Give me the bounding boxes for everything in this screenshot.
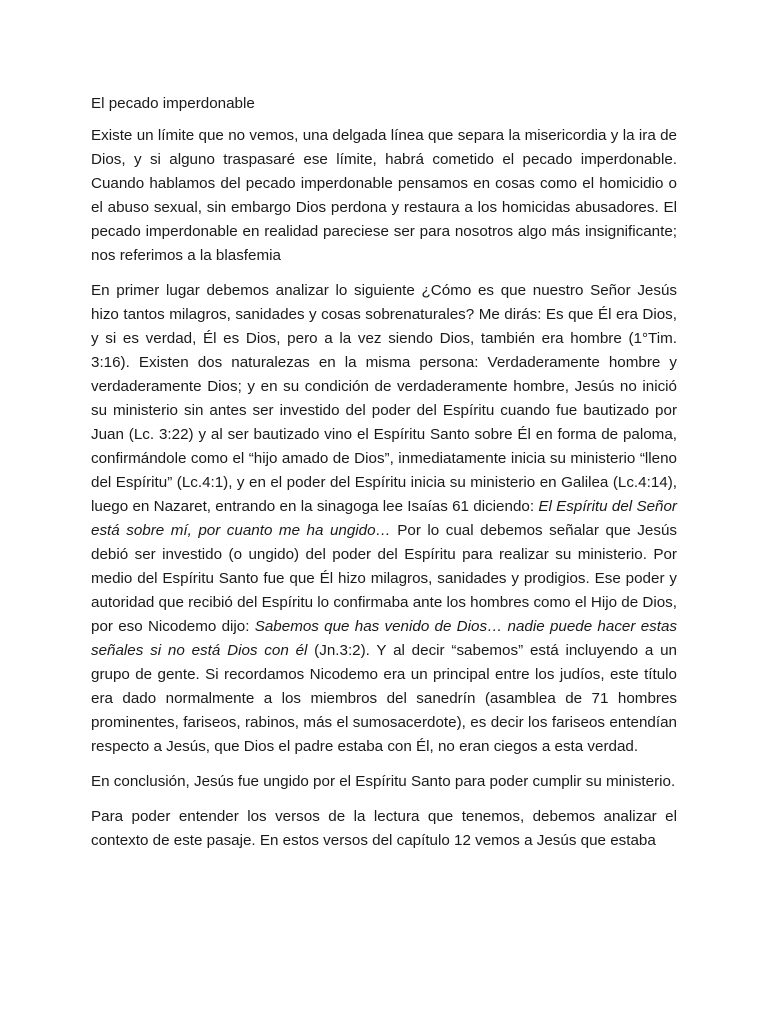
text-run: En conclusión, Jesús fue ungido por el Espíritu Santo para poder cumplir su ministerio. (91, 773, 676, 790)
text-run: En primer lugar debemos analizar lo siguiente ¿Cómo es que nuestro Señor Jesús hizo tantos milagros, sanidades y cosas sobrenaturales? Me dirás: Es que Él era Dios, y si es verdad, Él es Dios, pero a la vez siendo Dios, también era hombre (1°Tim. 3:16). Existen dos naturalezas en la misma persona: Verdaderamente hombre y verdaderamente Dios; y en su condición de verdaderamente hombre, Jesús no inició su ministerio sin antes ser investido del poder del Espíritu cuando fue bautizado por Juan (Lc. 3:22) y al ser bautizado vino el Espíritu Santo sobre Él en forma de paloma, confirmándole como el “hijo amado de Dios”, inmediatamente inicia su ministerio “lleno del Espíritu” (Lc.4:1), y en el poder del Espíritu inicia su ministerio en Galilea (Lc.4:14), luego en Nazaret, entrando en la sinagoga lee Isaías 61 diciendo: (91, 282, 677, 515)
text-run: Existe un límite que no vemos, una delgada línea que separa la misericordia y la ira de Dios, y si alguno traspasaré ese límite, habrá cometido el pecado imperdonable. Cuando hablamos del pecado imperdonable pensamos en cosas como el homicidio o el abuso sexual, sin embargo Dios perdona y restaura a los homicidas abusadores. El pecado imperdonable en realidad pareciese ser para nosotros algo más insignificante; nos referimos a la blasfemia (91, 127, 677, 264)
text-run: (Jn.3:2). Y al decir “sabemos” está incluyendo a un grupo de gente. Si recordamos Nicodemo era un principal entre los judíos, este título era dado normalmente a los miembros del sanedrín (asamblea de 71 hombres prominentes, fariseos, rabinos, más el sumosacerdote), es decir los fariseos entendían respecto a Jesús, que Dios el padre estaba con Él, no eran ciegos a esta verdad. (91, 642, 677, 755)
paragraph-1 (91, 124, 677, 268)
document-body (91, 124, 677, 853)
text-run: Por lo cual debemos señalar que Jesús debió ser investido (o ungido) del poder del Espíritu para realizar su ministerio. Por medio del Espíritu Santo fue que Él hizo milagros, sanidades y prodigios. Ese poder y autoridad que recibió del Espíritu lo confirmaba ante los hombres como el Hijo de Dios, por eso Nicodemo dijo: (91, 522, 677, 635)
paragraph-3 (91, 770, 677, 794)
document-title: El pecado imperdonable (91, 95, 255, 112)
italic-quote: Sabemos que has venido de Dios… nadie puede hacer estas señales si no está Dios con él (91, 618, 677, 659)
text-run: Para poder entender los versos de la lectura que tenemos, debemos analizar el contexto de este pasaje. En estos versos del capítulo 12 vemos a Jesús que estaba (91, 808, 677, 849)
italic-quote: El Espíritu del Señor está sobre mí, por cuanto me ha ungido… (91, 498, 677, 539)
paragraph-4 (91, 805, 677, 853)
paragraph-2 (91, 279, 677, 759)
document-page (91, 92, 677, 864)
